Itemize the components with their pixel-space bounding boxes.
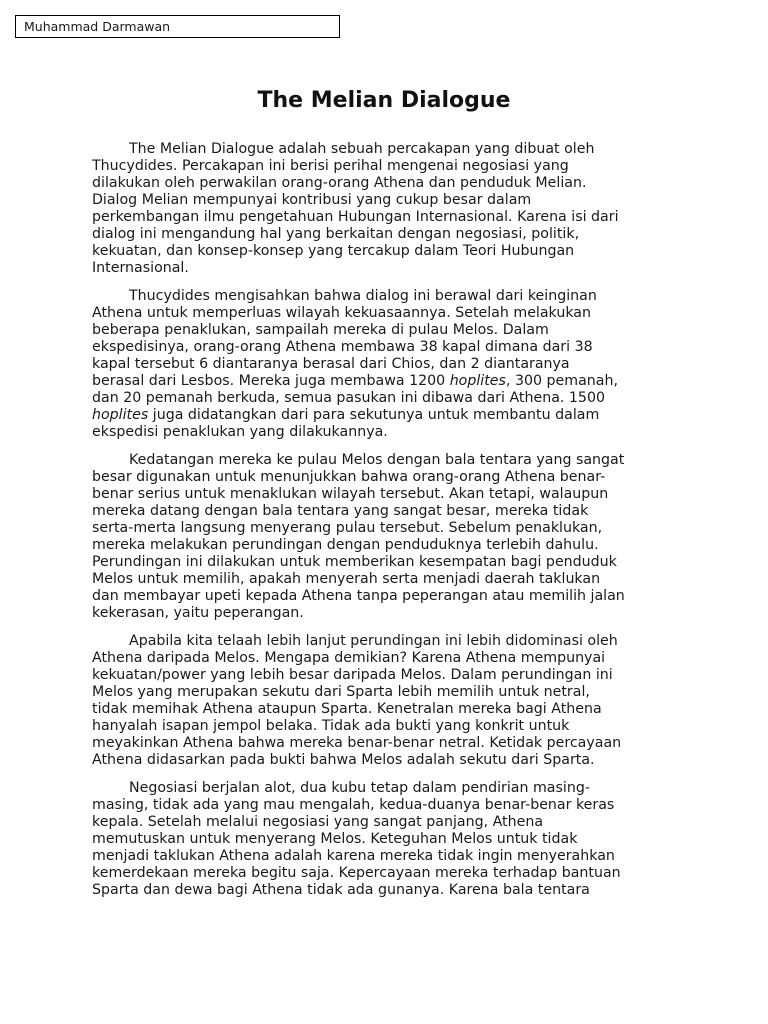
paragraph-line [92,390,678,407]
paragraph-line [92,650,678,667]
paragraph-line [92,865,678,882]
text-segment: serta-merta langsung menyerang pulau tersebut. Sebelum penaklukan, [92,520,603,536]
text-segment: beberapa penaklukan, sampailah mereka di pulau Melos. Dalam [92,322,549,338]
text-segment: meyakinkan Athena bahwa mereka benar-benar netral. Ketidak percayaan [92,735,622,751]
text-segment: Thucydides mengisahkan bahwa dialog ini berawal dari keinginan [129,288,597,304]
paragraph-line [92,339,678,356]
paragraph-line [92,192,678,209]
text-segment: perkembangan ilmu pengetahuan Hubungan Internasional. Karena isi dari [92,209,619,225]
paragraph-line [92,209,678,226]
paragraph-line [92,831,678,848]
text-segment: kekuatan, dan konsep-konsep yang tercakup dalam Teori Hubungan [92,243,575,259]
text-segment: kekerasan, yaitu peperangan. [92,605,304,621]
paragraph-line [92,356,678,373]
paragraph-line [92,486,678,503]
paragraph-line [92,141,678,158]
text-segment: hanyalah isapan jempol belaka. Tidak ada bukti yang konkrit untuk [92,718,570,734]
paragraph-line [92,735,678,752]
paragraph-line [92,305,678,322]
paragraph-line [92,520,678,537]
paragraph-line [92,243,678,260]
text-segment: Apabila kita telaah lebih lanjut perundingan ini lebih didominasi oleh [129,633,618,649]
text-segment: berasal dari Lesbos. Mereka juga membawa 1200 [92,373,450,389]
paragraph-line [92,667,678,684]
text-segment: dan 20 pemanah berkuda, semua pasukan ini dibawa dari Athena. 1500 [92,390,606,406]
paragraph-line [92,322,678,339]
paragraph-line [92,882,678,899]
paragraph-5 [92,780,678,899]
italic-term: hoplites [449,373,506,389]
paragraph-line [92,373,678,390]
paragraph-line [92,752,678,769]
text-segment: kepala. Setelah melalui negosiasi yang sangat panjang, Athena [92,814,544,830]
paragraph-line [92,554,678,571]
paragraph-line [92,158,678,175]
paragraph-line [92,424,678,441]
italic-term: hoplites [92,407,149,423]
paragraph-line [92,780,678,797]
paragraph-line [92,633,678,650]
paragraph-line [92,503,678,520]
text-segment: Athena didasarkan pada bukti bahwa Melos adalah sekutu dari Sparta. [92,752,595,768]
text-segment: memutuskan untuk menyerang Melos. Keteguhan Melos untuk tidak [92,831,578,847]
text-segment: mereka melakukan perundingan dengan penduduknya terlebih dahulu. [92,537,599,553]
paragraph-2 [92,288,678,441]
paragraph-4 [92,633,678,769]
paragraph-line [92,469,678,486]
paragraph-line [92,588,678,605]
author-name: Muhammad Darmawan [24,19,171,34]
text-segment: kemerdekaan mereka begitu saja. Kepercayaan mereka terhadap bantuan [92,865,621,881]
text-segment: dan membayar upeti kepada Athena tanpa peperangan atau memilih jalan [92,588,625,604]
text-segment: ekspedisinya, orang-orang Athena membawa 38 kapal dimana dari 38 [92,339,593,355]
paragraph-line [92,814,678,831]
paragraph-line [92,848,678,865]
text-segment: Sparta dan dewa bagi Athena tidak ada gunanya. Karena bala tentara [92,882,590,898]
text-segment: Negosiasi berjalan alot, dua kubu tetap dalam pendirian masing- [129,780,590,796]
text-segment: Dialog Melian mempunyai kontribusi yang cukup besar dalam [92,192,532,208]
text-segment: dialog ini mengandung hal yang berkaitan dengan negosiasi, politik, [92,226,580,242]
text-segment: Athena daripada Melos. Mengapa demikian? Karena Athena mempunyai [92,650,606,666]
paragraph-1 [92,141,678,277]
paragraph-3 [92,452,678,622]
text-segment: The Melian Dialogue adalah sebuah percakapan yang dibuat oleh [129,141,595,157]
paragraph-line [92,571,678,588]
text-segment: , 300 pemanah, [505,373,618,389]
text-segment: menjadi taklukan Athena adalah karena mereka tidak ingin menyerahkan [92,848,615,864]
text-segment: mereka datang dengan bala tentara yang sangat besar, mereka tidak [92,503,589,519]
text-segment: juga didatangkan dari para sekutunya untuk membantu dalam [148,407,600,423]
author-name-box [15,15,340,38]
text-segment: Athena untuk memperluas wilayah kekuasaannya. Setelah melakukan [92,305,591,321]
paragraph-line [92,701,678,718]
text-segment: Melos untuk memilih, apakah menyerah serta menjadi daerah taklukan [92,571,601,587]
paragraph-line [92,684,678,701]
text-segment: kekuatan/power yang lebih besar daripada Melos. Dalam perundingan ini [92,667,613,683]
document-title: The Melian Dialogue [257,88,511,113]
text-segment: besar digunakan untuk menunjukkan bahwa orang-orang Athena benar- [92,469,606,485]
text-segment: Melos yang merupakan sekutu dari Sparta lebih memilih untuk netral, [92,684,590,700]
text-segment: Thucydides. Percakapan ini berisi perihal mengenai negosiasi yang [92,158,569,174]
text-segment: Internasional. [92,260,189,276]
document-body [92,141,678,910]
paragraph-line [92,288,678,305]
paragraph-line [92,175,678,192]
paragraph-line [92,407,678,424]
paragraph-line [92,537,678,554]
text-segment: kapal tersebut 6 diantaranya berasal dari Chios, dan 2 diantaranya [92,356,570,372]
text-segment: tidak memihak Athena ataupun Sparta. Kenetralan mereka bagi Athena [92,701,602,717]
paragraph-line [92,452,678,469]
paragraph-line [92,260,678,277]
paragraph-line [92,226,678,243]
text-segment: Kedatangan mereka ke pulau Melos dengan bala tentara yang sangat [129,452,625,468]
paragraph-line [92,718,678,735]
text-segment: benar serius untuk menaklukan wilayah tersebut. Akan tetapi, walaupun [92,486,609,502]
text-segment: masing, tidak ada yang mau mengalah, kedua-duanya benar-benar keras [92,797,615,813]
text-segment: dilakukan oleh perwakilan orang-orang Athena dan penduduk Melian. [92,175,587,191]
paragraph-line [92,797,678,814]
paragraph-line [92,605,678,622]
text-segment: Perundingan ini dilakukan untuk memberikan kesempatan bagi penduduk [92,554,617,570]
text-segment: ekspedisi penaklukan yang dilakukannya. [92,424,388,440]
